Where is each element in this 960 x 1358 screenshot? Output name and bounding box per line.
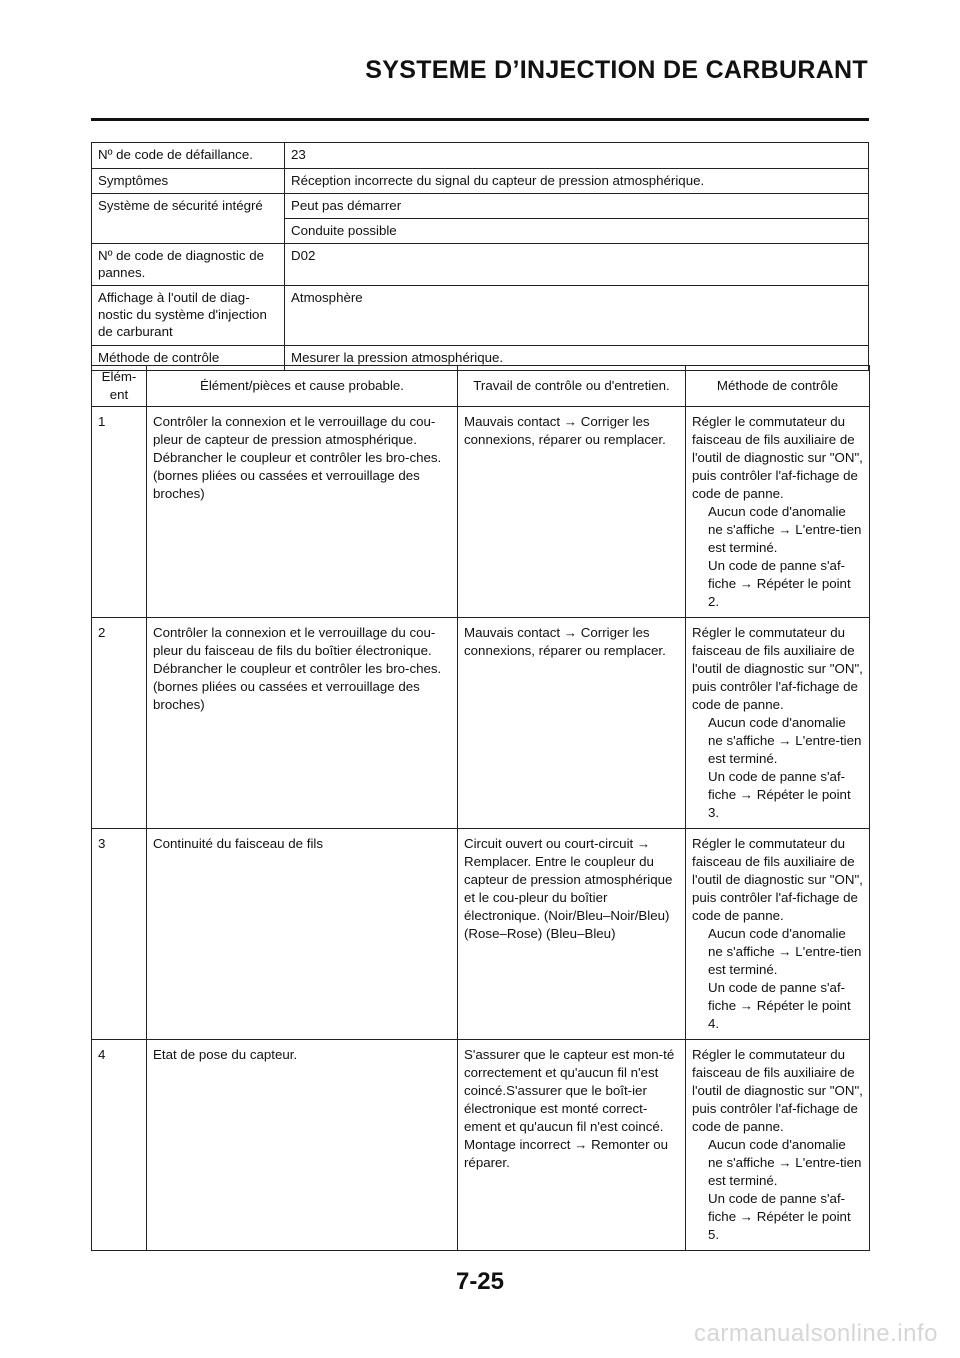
title-divider — [91, 118, 869, 121]
display-label: Affichage à l'outil de diag-nostic du système d'injection de carburant — [92, 286, 285, 346]
step-action: Circuit ouvert ou court-circuit → Remplacer. Entre le coupleur du capteur de pression atmosphérique et le cou-pleur du boîtier électronique. (Noir/Bleu–Noir/Bleu) (Rose–Rose) (Bleu–Bleu) — [458, 829, 686, 1040]
symptoms-label: Symptômes — [92, 169, 285, 194]
symptoms-value: Réception incorrecte du signal du capteur de pression atmosphérique. — [285, 169, 869, 194]
method-ng: Un code de panne s'af-fiche → Répéter le point 4. — [708, 980, 851, 1031]
diag-code-label: Nº de code de diagnostic de pannes. — [92, 244, 285, 286]
method-value: Mesurer la pression atmosphérique. — [285, 346, 869, 371]
page-title: SYSTEME D’INJECTION DE CARBURANT — [365, 56, 868, 84]
step-number: 4 — [92, 1040, 147, 1251]
diag-code-value: D02 — [285, 244, 869, 286]
step-method — [686, 1040, 870, 1251]
table-row — [92, 244, 869, 286]
method-intro: Régler le commutateur du faisceau de fils auxiliaire de l'outil de diagnostic sur "ON", puis contrôler l'af-fichage de code de panne. — [692, 625, 863, 712]
table-row — [92, 143, 869, 169]
inspection-steps-table — [91, 365, 870, 1251]
step-action: Mauvais contact → Corriger les connexions, réparer ou remplacer. — [458, 618, 686, 829]
step-action: Mauvais contact → Corriger les connexions, réparer ou remplacer. — [458, 407, 686, 618]
fail-safe-value-drive: Conduite possible — [285, 219, 869, 244]
header-method: Méthode de contrôle — [686, 366, 870, 407]
table-row — [92, 169, 869, 194]
fault-info-table — [91, 142, 869, 371]
page-number: 7-25 — [455, 1268, 505, 1295]
step-cause: Continuité du faisceau de fils — [147, 829, 458, 1040]
fail-safe-value-start: Peut pas démarrer — [285, 194, 869, 219]
method-ok: Aucun code d'anomalie ne s'affiche → L'entre-tien est terminé. — [708, 926, 862, 977]
method-intro: Régler le commutateur du faisceau de fils auxiliaire de l'outil de diagnostic sur "ON", puis contrôler l'af-fichage de code de panne. — [692, 1047, 863, 1134]
step-number: 1 — [92, 407, 147, 618]
code-label: Nº de code de défaillance. — [92, 143, 285, 169]
method-ok: Aucun code d'anomalie ne s'affiche → L'entre-tien est terminé. — [708, 504, 862, 555]
method-ok: Aucun code d'anomalie ne s'affiche → L'entre-tien est terminé. — [708, 1137, 862, 1188]
step-method — [686, 407, 870, 618]
table-row — [92, 194, 869, 219]
table-row — [92, 1040, 870, 1251]
header-action: Travail de contrôle ou d'entretien. — [458, 366, 686, 407]
table-row — [92, 286, 869, 346]
header-item: Elém-ent — [92, 366, 147, 407]
step-number: 2 — [92, 618, 147, 829]
table-row — [92, 407, 870, 618]
table-header-row — [92, 366, 870, 407]
header-cause: Élément/pièces et cause probable. — [147, 366, 458, 407]
method-ok: Aucun code d'anomalie ne s'affiche → L'entre-tien est terminé. — [708, 715, 862, 766]
step-method — [686, 618, 870, 829]
method-ng: Un code de panne s'af-fiche → Répéter le point 3. — [708, 769, 851, 820]
table-row — [92, 829, 870, 1040]
watermark: carmanualsonline.info — [694, 1320, 938, 1347]
code-value: 23 — [285, 143, 869, 169]
fail-safe-label: Système de sécurité intégré — [92, 194, 285, 244]
method-ng: Un code de panne s'af-fiche → Répéter le point 2. — [708, 558, 851, 609]
step-cause: Contrôler la connexion et le verrouillage du cou-pleur de capteur de pression atmosphérique. Débrancher le coupleur et contrôler les bro-ches. (bornes pliées ou cassées et verrouillage des broches) — [147, 407, 458, 618]
step-cause: Contrôler la connexion et le verrouillage du cou-pleur du faisceau de fils du boîtier électronique. Débrancher le coupleur et contrôler les bro-ches. (bornes pliées ou cassées et verrouillage des broches) — [147, 618, 458, 829]
step-cause: Etat de pose du capteur. — [147, 1040, 458, 1251]
method-intro: Régler le commutateur du faisceau de fils auxiliaire de l'outil de diagnostic sur "ON", puis contrôler l'af-fichage de code de panne. — [692, 414, 863, 501]
method-intro: Régler le commutateur du faisceau de fils auxiliaire de l'outil de diagnostic sur "ON", puis contrôler l'af-fichage de code de panne. — [692, 836, 863, 923]
step-action: S'assurer que le capteur est mon-té correctement et qu'aucun fil n'est coincé.S'assurer que le boît-ier électronique est monté correct-ement et qu'aucun fil n'est coincé. Montage incorrect → Remonter ou réparer. — [458, 1040, 686, 1251]
step-number: 3 — [92, 829, 147, 1040]
display-value: Atmosphère — [285, 286, 869, 346]
step-method — [686, 829, 870, 1040]
method-ng: Un code de panne s'af-fiche → Répéter le point 5. — [708, 1191, 851, 1242]
table-row — [92, 618, 870, 829]
method-label: Méthode de contrôle — [92, 346, 285, 371]
